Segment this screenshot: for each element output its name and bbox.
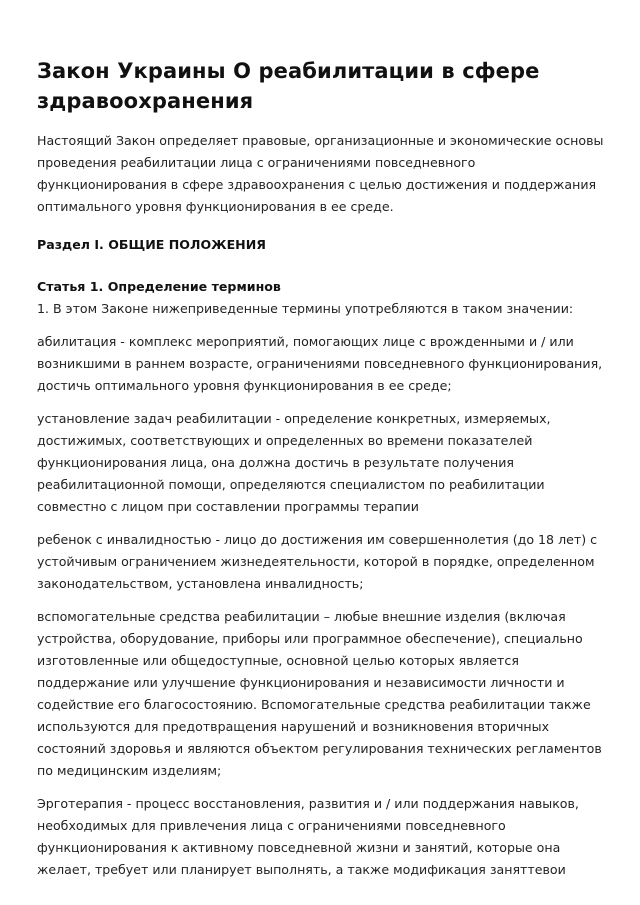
section-heading: Раздел I. ОБЩИЕ ПОЛОЖЕНИЯ bbox=[37, 237, 266, 252]
intro-paragraph: Настоящий Закон определяет правовые, организационные и экономические основы проведения реабилитации лица с ограничениями повседневного функционирования в сфере здравоохранения с целью достижения и поддержания оптимального уровня функционирования в ее среде. bbox=[37, 133, 604, 214]
definition-assistive-devices: вспомогательные средства реабилитации – любые внешние изделия (включая устройства, оборудование, приборы или программное обеспечение), специально изготовленные или общедоступные, основной целью которых является поддержание или улучшение функционирования и независимости личности и содействие его благосостоянию. Вспомогательные средства реабилитации также используются для предотвращения нарушений и возникновения вторичных состояний здоровья и являются объектом регулирования технических регламентов по медицинским изделиям; bbox=[37, 609, 602, 778]
definition-abilitation: абилитация - комплекс мероприятий, помогающих лице с врожденными и / или возникшими в раннем возрасте, ограничениями повседневного функционирования, достичь оптимального уровня функционирования в ее среде; bbox=[37, 334, 603, 393]
definition-rehab-goals: установление задач реабилитации - определение конкретных, измеряемых, достижимых, соответствующих и определенных во времени показателей функционирования лица, она должна достичь в результате получения реабилитационной помощи, определяются специалистом по реабилитации совместно с лицом при составлении программы терапии bbox=[37, 411, 551, 514]
article-lead: 1. В этом Законе нижеприведенные термины употребляются в таком значении: bbox=[37, 301, 574, 316]
definition-child-disability: ребенок с инвалидностью - лицо до достижения им совершеннолетия (до 18 лет) с устойчивым ограничением жизнедеятельности, которой в порядке, определенном законодательством, установлена инвалидность; bbox=[37, 532, 598, 591]
definition-ergotherapy: Эрготерапия - процесс восстановления, развития и / или поддержания навыков, необходимых для привлечения лица с ограничениями повседневного функционирования к активному повседневной жизни и занятий, которые она желает, требует или планирует выполнять, а также модификация заняттевои bbox=[37, 796, 579, 877]
article-1 bbox=[37, 276, 607, 892]
document-title: Закон Украины О реабилитации в сфере здравоохранения bbox=[37, 59, 540, 113]
article-heading: Статья 1. Определение терминов bbox=[37, 279, 281, 294]
